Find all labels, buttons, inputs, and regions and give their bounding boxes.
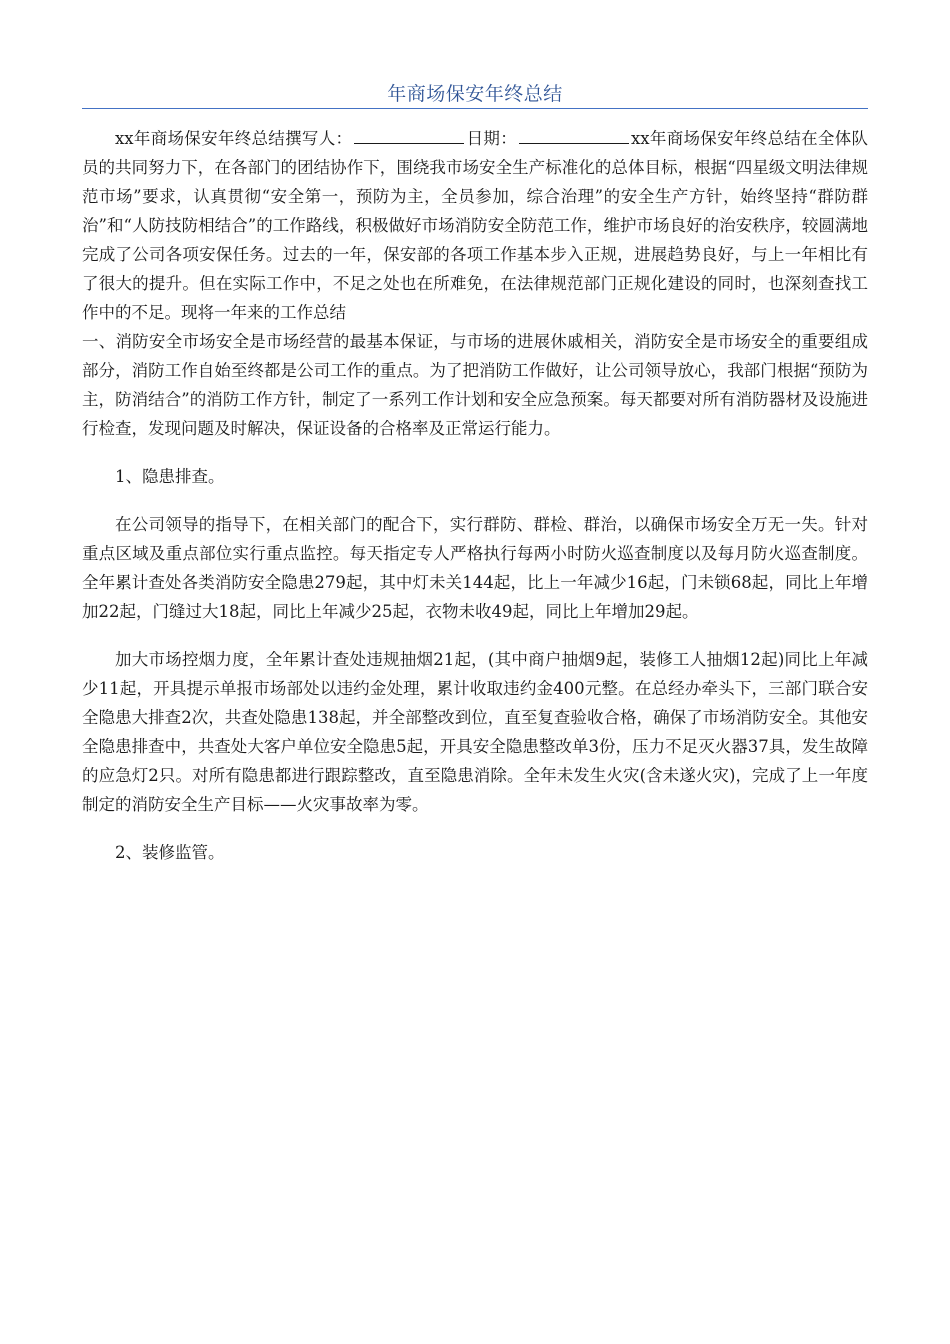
intro-paragraph [82,124,868,327]
date-blank-line [519,127,629,144]
document-title: 年商场保安年终总结 [387,83,563,105]
smoking-control-paragraph: 加大市场控烟力度，全年累计查处违规抽烟21起，(其中商户抽烟9起，装修工人抽烟12起)同比上年减少11起，开具提示单报市场部处以违约金处理，累计收取违约金400元整。在总经办牵头下，三部门联合安全隐患大排查2次，共查处隐患138起，并全部整改到位，直至复查验收合格，确保了市场消防安全。其他安全隐患排查中，共查处大客户单位安全隐患5起，开具安全隐患整改单3份，压力不足灭火器37具，发生故障的应急灯2只。对所有隐患都进行跟踪整改，直至隐患消除。全年未发生火灾(含未遂火灾)，完成了上一年度制定的消防安全生产目标——火灾事故率为零。 [82,650,868,814]
heading-renovation-supervision: 2、装修监管。 [115,843,225,862]
date-label: 日期： [466,129,517,148]
section-fire-safety-paragraph: 一、消防安全市场安全是市场经营的最基本保证，与市场的进展休戚相关，消防安全是市场安全的重要组成部分，消防工作自始至终都是公司工作的重点。为了把消防工作做好，让公司领导放心，我部门根据“预防为主，防消结合”的消防工作方针，制定了一系列工作计划和安全应急预案。每天都要对所有消防器材及设施进行检查，发现问题及时解决，保证设备的合格率及正常运行能力。 [82,332,868,438]
hazard-inspection-paragraph: 在公司领导的指导下，在相关部门的配合下，实行群防、群检、群治，以确保市场安全万无一失。针对重点区域及重点部位实行重点监控。每天指定专人严格执行每两小时防火巡查制度以及每月防火巡查制度。全年累计查处各类消防安全隐患279起，其中灯未关144起，比上一年减少16起，门未锁68起，同比上年增加22起，门缝过大18起，同比上年减少25起，衣物未收49起，同比上年增加29起。 [82,515,868,621]
author-blank-line [354,127,464,144]
intro-prefix: xx年商场保安年终总结撰写人： [115,129,353,148]
intro-body: xx年商场保安年终总结在全体队员的共同努力下，在各部门的团结协作下，围绕我市场安全生产标准化的总体目标，根据“四星级文明法律规范市场”要求，认真贯彻“安全第一，预防为主，全员参加，综合治理”的安全生产方针，始终坚持“群防群治”和“人防技防相结合”的工作路线，积极做好市场消防安全防范工作，维护市场良好的治安秩序，较圆满地完成了公司各项安保任务。过去的一年，保安部的各项工作基本步入正规，进展趋势良好，与上一年相比有了很大的提升。但在实际工作中，不足之处也在所难免，在法律规范部门正规化建设的同时，也深刻查找工作中的不足。现将一年来的工作总结 [82,129,868,322]
title-underline [82,108,868,109]
document-body [82,124,868,886]
heading-hazard-inspection: 1、隐患排查。 [115,467,225,486]
